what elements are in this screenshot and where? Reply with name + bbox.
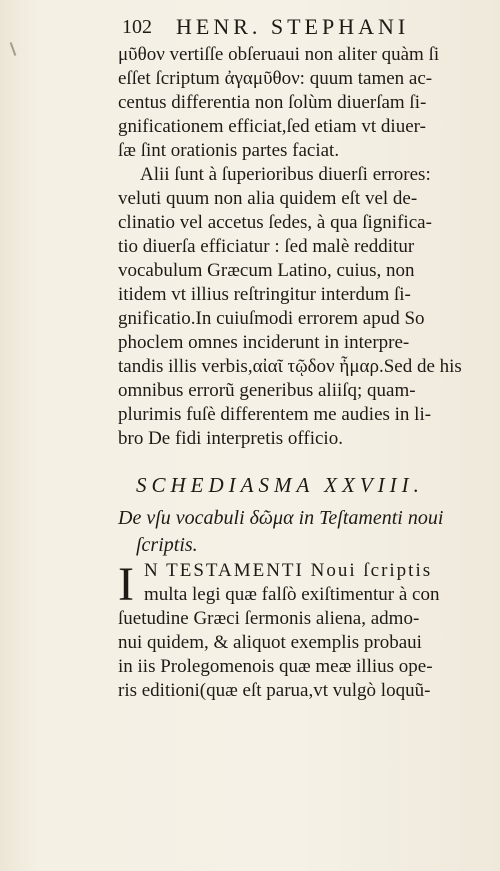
section-subheading: De vſu vocabuli δῶμα in Teſtamenti noui [118, 507, 444, 529]
text-line: omnibus errorũ generibus aliiſq; quam- [118, 380, 416, 401]
text-line: phoclem omnes inciderunt in interpre- [118, 332, 410, 353]
text-line: itidem vt illius reſtringitur interdum ſi- [118, 284, 411, 305]
text-line: clinatio vel accetus ſedes, à qua ſignifica- [118, 212, 432, 233]
text-line: Alii ſunt à ſuperioribus diuerſi errores: [140, 164, 431, 185]
drop-cap: I [118, 558, 134, 611]
first-line-text: N TESTAMENTI Noui ſcriptis [144, 560, 433, 581]
text-line: vocabulum Græcum Latino, cuius, non [118, 260, 415, 281]
text-line: gnificationem efficiat,ſed etiam vt diuer- [118, 116, 426, 137]
page-header [122, 14, 482, 44]
text-line: multa legi quæ falſò exiſtimentur à con [144, 584, 440, 605]
section-heading: SCHEDIASMA XXVIII. [136, 473, 424, 497]
running-head: HENR. STEPHANI [176, 14, 410, 39]
text-line: eſſet ſcriptum ἀγαμῦθον: quum tamen ac- [118, 68, 433, 89]
text-line: ſæ ſint orationis partes faciat. [118, 140, 340, 161]
text-line: gnificatio.In cuiuſmodi errorem apud So [118, 308, 425, 329]
text-line: plurimis fuſè differentem me audies in li- [118, 404, 432, 425]
text-line: veluti quum non alia quidem eſt vel de- [118, 188, 418, 209]
text-block [118, 43, 490, 703]
text-line: nui quidem, & aliquot exemplis probaui [118, 632, 422, 653]
section-subheading-continued: ſcriptis. [136, 534, 198, 556]
page-number: 102 [122, 16, 152, 38]
text-line: bro De fidi interpretis officio. [118, 428, 343, 449]
text-line: in iis Prolegomenois quæ meæ illius ope- [118, 656, 433, 677]
text-line: centus differentia non ſolùm diuerſam ſi- [118, 92, 427, 113]
text-line: tandis illis verbis,αἰαῖ τῷδον ἦμαρ.Sed de his [118, 356, 462, 377]
text-line: tio diuerſa efficiatur : ſed malè redditur [118, 236, 415, 257]
text-line: μῦθον vertiſſe obſeruaui non aliter quàm ſi [118, 44, 440, 65]
margin-mark [10, 42, 17, 56]
text-line: ſuetudine Græci ſermonis aliena, admo- [118, 608, 420, 629]
text-line: ris editioni(quæ eſt parua,vt vulgò loquũ- [118, 680, 431, 701]
